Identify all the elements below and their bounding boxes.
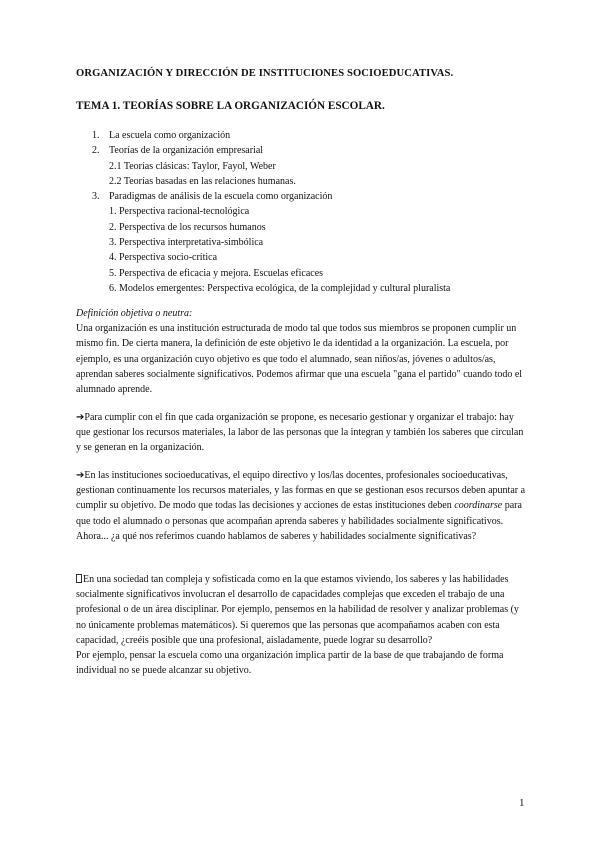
topic-heading: TEMA 1. TEORÍAS SOBRE LA ORGANIZACIÓN ESCOLAR. (76, 100, 385, 112)
index-number: 3. (92, 191, 100, 203)
index-subitem: 4. Perspectiva socio-crítica (109, 252, 218, 264)
paragraph-institutions (76, 468, 528, 544)
index-subitem: 2. Perspectiva de los recursos humanos (109, 221, 266, 233)
index-text: Teorías de la organización empresarial (109, 145, 264, 157)
index-subitem: 2.1 Teorías clásicas: Taylor, Fayol, Weber (109, 160, 276, 172)
index-subitem: 3. Perspectiva interpretativa-simbólica (109, 237, 264, 249)
paragraph-society (76, 572, 528, 678)
page-number: 1 (519, 797, 525, 809)
missing-glyph-icon (76, 574, 82, 583)
index-item (92, 189, 450, 204)
index-number: 2. (92, 145, 100, 157)
index-subitem: 6. Modelos emergentes: Perspectiva ecológica, de la complejidad y cultural pluralista (109, 282, 451, 294)
document-heading: ORGANIZACIÓN Y DIRECCIÓN DE INSTITUCIONES SOCIOEDUCATIVAS. (76, 68, 454, 79)
definition-title: Definición objetiva o neutra: (76, 308, 193, 319)
emphasis-text: coordinarse (454, 500, 503, 512)
paragraph-text: En una sociedad tan compleja y sofisticada como en la que estamos viviendo, los saberes y las habilidades socialmente significativos involucran el desarrollo de capacidades complejas que exceden el trabajo de una profesional o de un área disciplinar. Por ejemplo, pensemos en la habilidad de resolver y analizar problemas (y no únicamente problemas matemáticos). Si queremos que las personas que acompañamos acaben con esta capacidad, ¿creéis posible que una profesional, aisladamente, puede lograr su desarrollo? (76, 574, 519, 646)
paragraph-text: para que todo el alumnado o personas que acompañan aprenda saberes y habilidades socialmente significativos. Ahora... ¿a qué nos referimos cuando hablamos de saberes y habilidades socialmente significativas? (76, 500, 522, 542)
index-subitem: 5. Perspectiva de eficacia y mejora. Escuelas eficaces (109, 267, 324, 279)
index-item (92, 128, 450, 143)
paragraph-text: ➔En las instituciones socioeducativas, el equipo directivo y los/las docentes, profesionales socioeducativas, gestionan continuamente los recursos materiales, y las formas en que se gestionan esos recursos deben apuntar a cumplir su objetivo. De modo que todas las decisiones y acciones de estas instituciones deben (76, 470, 526, 512)
index-number: 1. (92, 130, 100, 141)
definition-section (76, 306, 528, 397)
index-subitem: 2.2 Teorías basadas en las relaciones humanas. (109, 175, 296, 187)
index-text: Paradigmas de análisis de la escuela como organización (109, 191, 333, 203)
body-paragraph: Por ejemplo, pensar la escuela como una organización implica partir de la base de que trabajando de forma individual no se puede alcanzar su objetivo. (76, 650, 504, 677)
paragraph-management (76, 410, 528, 456)
definition-paragraph: Una organización es una institución estructurada de modo tal que todos sus miembros se proponen cumplir un mismo fin. De cierta manera, la definición de este objetivo le da identidad a la organización. La escuela, por ejemplo, es una organización cuyo objetivo es que todo el alumnado, sean niños/as, jóvenes o adultos/as, aprendan saberes socialmente significativos. Podemos afirmar que una escuela "gana el partido" cuando todo el alumnado aprende. (76, 323, 523, 396)
body-paragraph: ➔Para cumplir con el fin que cada organización se propone, es necesario gestionar y organizar el trabajo: hay que gestionar los recursos materiales, la labor de las personas que la integran y también los saberes que circulan y se generan en la organización. (76, 412, 524, 454)
index-item (92, 143, 450, 158)
body-paragraph (76, 468, 528, 544)
body-paragraph (76, 572, 528, 648)
index-subitem: 1. Perspectiva racional-tecnológica (109, 206, 250, 218)
topic-index (92, 128, 450, 296)
index-text: La escuela como organización (109, 130, 231, 141)
